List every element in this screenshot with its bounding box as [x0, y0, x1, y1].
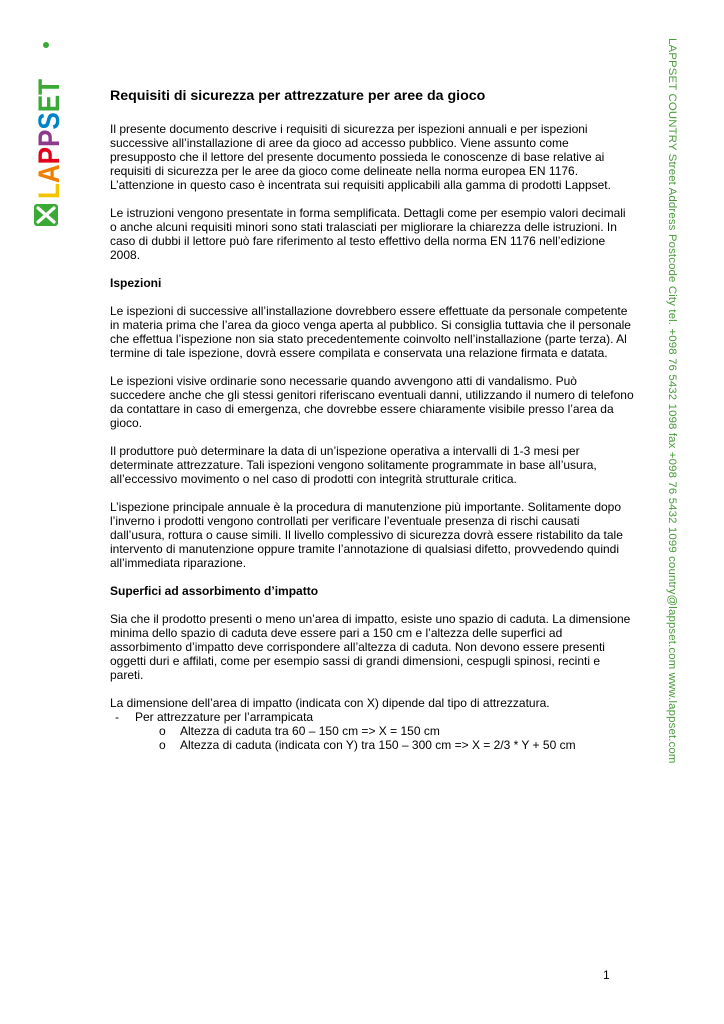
- inspection-paragraph: Le ispezioni visive ordinarie sono necessarie quando avvengono atti di vandalismo. Può succedere anche che gli stessi genitori riferiscano eventuali danni, utilizzando il numero di telefono da contattare in caso di emergenza, che dovrebbe essere chiaramente visibile presso l’area da gioco.: [110, 374, 634, 430]
- list-item: [110, 710, 635, 724]
- intro-paragraph: Le istruzioni vengono presentate in forma semplificata. Dettagli come per esempio valori decimali o anche alcuni requisiti minori sono stati tralasciati per migliorare la chiarezza delle istruzioni. In caso di dubbi il lettore può fare riferimento al testo effettivo della norma EN 1176 nell’edizione 2008.: [110, 206, 626, 262]
- logo-x-mark: [34, 204, 58, 226]
- inspection-paragraph: Il produttore può determinare la data di un’ispezione operativa a intervalli di 1-3 mesi per determinate attrezzature. Tali ispezioni vengono solitamente programmate in base all’usura, all’eccessivo movimento o nel caso di prodotti con integrità strutturale critica.: [110, 444, 597, 486]
- dash-bullet: -: [115, 710, 119, 724]
- section-heading-ispezioni: Ispezioni: [110, 276, 162, 290]
- sub-list-item-text: Altezza di caduta tra 60 – 150 cm => X = 150 cm: [180, 724, 440, 738]
- section-heading-superfici: Superfici ad assorbimento d’impatto: [110, 584, 319, 598]
- contact-sidebar: LAPPSET COUNTRY Street Address Postcode City tel. +098 76 5432 1098 fax +098 76 5432 1099 country@lappset.com www.lappset.com: [666, 38, 678, 764]
- sub-list-item: [110, 738, 635, 752]
- page-number: 1: [603, 968, 610, 982]
- document-title: Requisiti di sicurezza per attrezzature per aree da gioco: [110, 88, 486, 104]
- circle-bullet: o: [159, 724, 166, 738]
- sub-list-item: [110, 724, 635, 738]
- circle-bullet: o: [159, 738, 166, 752]
- document-body: [110, 87, 635, 752]
- intro-paragraph: Il presente documento descrive i requisiti di sicurezza per ispezioni annuali e per ispezioni successive all’installazione di aree da gioco ad accesso pubblico. Viene assunto come presupposto che il lettore del presente documento possieda le conoscenze di base relative ai requisiti di sicurezza per le aree da gioco come delineate nella norma europea EN 1176. L’attenzione in questo caso è incentrata sui requisiti applicabili alla gamma di prodotti Lappset.: [110, 122, 611, 192]
- inspection-paragraph: Le ispezioni di successive all’installazione dovrebbero essere effettuate da personale competente in materia prima che l’area da gioco venga aperta al pubblico. Si consiglia tuttavia che il personale che effettua l’ispezione non sia stato precedentemente coinvolto nell’installazione (parte terza). Al termine di tale ispezione, dovrà essere compilata e conservata una relazione firmata e datata.: [110, 304, 631, 360]
- surfaces-paragraph: Sia che il prodotto presenti o meno un’area di impatto, esiste uno spazio di caduta. La dimensione minima dello spazio di caduta deve essere pari a 150 cm e l’altezza delle superfici ad assorbimento d’impatto deve corrispondere all’altezza di caduta. Non devono essere presenti oggetti duri e affilati, come per esempio sassi di grandi dimensioni, cespugli spinosi, recinti e pareti.: [110, 612, 631, 682]
- lappset-logo: [31, 38, 66, 228]
- svg-text:LAPPSET: LAPPSET: [33, 76, 66, 199]
- impact-area-list-intro: La dimensione dell’area di impatto (indicata con X) dipende dal tipo di attrezzatura.: [110, 696, 550, 710]
- sub-list-item-text: Altezza di caduta (indicata con Y) tra 150 – 300 cm => X = 2/3 * Y + 50 cm: [180, 738, 576, 752]
- list-item-label: Per attrezzature per l’arrampicata: [135, 710, 314, 724]
- inspection-paragraph: L’ispezione principale annuale è la procedura di manutenzione più importante. Solitamente dopo l’inverno i prodotti vengono controllati per verificare l’eventuale presenza di rischi causati dall’usura, rottura o cause simili. Il livello complessivo di sicurezza dovrà essere ristabilito da tale intervento di manutenzione oppure tramite l’annotazione di qualsiasi difetto, provvedendo quindi all’immediata riparazione.: [110, 500, 623, 570]
